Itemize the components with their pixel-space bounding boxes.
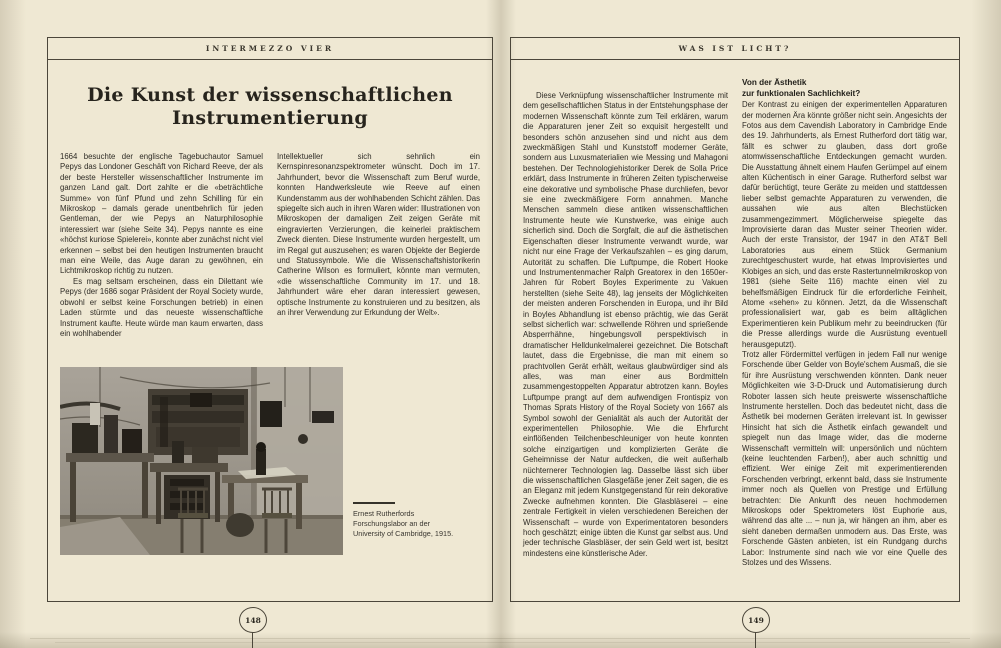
left-folio-stem bbox=[252, 632, 253, 648]
left-column-2 bbox=[277, 152, 480, 339]
left-running-band bbox=[48, 38, 492, 60]
left-page bbox=[47, 37, 493, 602]
left-page-number-badge bbox=[239, 607, 267, 633]
paragraph: Diese Verknüpfung wissenschaftlicher Instrumente mit dem gesellschaftlichen Status in der Entstehungsphase der modernen Wissenschaft könnte zum Teil erklären, warum die Apparaturen jener Zeit so exquisit hergestellt und besonders schön anzusehen sind und nicht aus dem zweckmäßigen Stahl und Kunststoff moderner Geräte, sondern aus Luxusmaterialien wie Messing und Mahagoni bestehen. Der Technologiehistoriker Derek de Solla Price erklärt, dass Instrumente in früheren Zeiten typischerweise eine dekorative und symbolische Phase durchliefen, bevor sie eine zweckmäßigere Form annahmen. Manche Menschen sammeln diese antiken wissenschaftlichen Instrumente heute wie Kunstwerke, was einige auch sicherlich sind. Doch die Sorgfalt, die auf die ästhetischen Eigenschaften dieser Instrumente verwandt wurde, war nicht nur eine Frage der Verkaufszahlen – es ging darum, Autorität zu schaffen. Die Luftpumpe, die Robert Hooke und Instrumentenmacher Ralph Greatorex in den 1650er-Jahren für Robert Boyles Experimente zu Vakuen herstellten (siehe Seite 48), lag jenseits der Möglichkeiten der meisten anderen Forschenden in Europa, und ihr Bild in Boyles Abhandlung ist ebenso prächtig, wie das Gerät selbst sicherlich war: schwellende Röhren und sprießende Absperrhähne, hingebungsvoll perspektivisch in dramatischer Helldunkelmalerei gezeichnet. Die Botschaft lautet, dass die Ergebnisse, die man mit einem so prachtvollen Gerät erhält, weitaus glaubwürdiger sind als alles, was man einer aus Bordmitteln zusammengestoppelten Apparatur abtrotzen kann. Boyles Luftpumpe prangt auf dem aufwendigen Frontispiz von Thomas Sprats History of the Royal Society von 1667 als Symbol sowohl der Genialität als auch der Autorität der experimentellen Philosophie. Wie die Ehrfurcht einflößenden Teilchenbeschleuniger von heute konnten solche einzigartigen und komplizierten Geräte die Geheimnisse der Natur aufdecken, die weit außerhalb nüchternerer Technologien lag. Dasselbe lässt sich über die wissenschaftlichen Glasgefäße jener Zeit sagen, die es an Eleganz mit jedem Kunstgegenstand für rein dekorative Zwecke aufnehmen konnten. Die Glasbläserei – eine zentrale Fertigkeit in vielen verschiedenen Bereichen der Wissenschaft – wurde von Experimentatoren besonders hoch geschätzt; einige übten die Kunst gar selbst aus. Und jeder technische Glasbläser, der sein Geld wert ist, besitzt mindestens eine künstlerische Ader. bbox=[523, 91, 729, 558]
right-column-1 bbox=[523, 78, 728, 568]
left-running-head: INTERMEZZO VIER bbox=[205, 44, 335, 53]
right-running-head: WAS IST LICHT? bbox=[678, 44, 792, 53]
photo-caption-block bbox=[353, 502, 461, 539]
right-folio-stem bbox=[755, 632, 756, 648]
book-right-edge-shadow bbox=[971, 0, 1001, 648]
section-heading-line1: Von der Ästhetik bbox=[742, 78, 807, 87]
section-heading bbox=[742, 78, 947, 99]
book-bottom-edge-shadow bbox=[0, 632, 1001, 648]
chapter-title bbox=[60, 84, 480, 130]
right-running-band bbox=[511, 38, 959, 60]
lab-photo-illustration bbox=[60, 367, 343, 555]
paragraph: Der Kontrast zu einigen der experimentellen Apparaturen der modernen Ära könnte größer nicht sein. Angesichts der Fotos aus dem Cavendish Laboratory in Cambridge Ende des 19. Jahrhunderts, als Ernest Rutherford dort tätig war, fällt es schwer zu glauben, dass dort große atomwissenschaftliche Entdeckungen gemacht wurden. Die Ausstattung ähnelt einem Haufen Gerümpel auf einem alten Küchentisch in einer Garage. Rutherford selbst war dafür berüchtigt, teure Geräte zu meiden und stattdessen lieber selbst gemachte Apparaturen zu verwenden, die aussahen wie aus alten Blechstücken zusammengezimmert. Möglicherweise spiegelte das Improvisierte daran das Muster seiner Theorien wider. Auch der erste Transistor, der 1947 in den AT&T Bell Laboratories aus einem Stück Germanium zurechtgeschustert wurde, hat etwas Improvisiertes und Klobiges an sich, und das erste Rastertunnelmikroskop von 1981 (siehe Seite 116) machte einen viel zu behelfsmäßigen Eindruck für die erforderliche Feinheit, Atome «sehen» zu können. Jetzt, da die Wissenschaft professionalisiert war, gab es beim alltäglichen Experimentieren kein Publikum mehr zu beeindrucken (für die Presse allerdings wurde die Ausrüstung eventuell herausgeputzt). bbox=[742, 100, 947, 349]
page-stack-line bbox=[55, 642, 950, 643]
photo-row bbox=[60, 367, 480, 555]
left-column-1 bbox=[60, 152, 263, 339]
left-page-number: 148 bbox=[245, 615, 261, 625]
paragraph: Intellektueller sich sehnlich ein Kernspinresonanzspektrometer wünscht. Doch im 17. Jahrhundert, bevor die Wissenschaft zum Beruf wurde, konnten Handwerksleute wie Reeve auf einen Kundenstamm aus der wohlhabenden Schicht zählen. Das spiegelte sich auch in ihren Waren wider: Illustrationen von Mikroskopen der damaligen Zeit zeigen Geräte mit eingravierten Verzierungen, die keinerlei praktischem Zweck dienten. Diese Instrumente wurden hergestellt, um im Regal gut auszusehen; es waren Objekte der Begierde und Statussymbole. Wie die Wissenschaftshistorikerin Catherine Wilson es formuliert, könnte man vermuten, «die wissenschaftliche Community im 17. und 18. Jahrhundert wäre eher daran interessiert gewesen, optische Instrumente zu konstruieren und zu besitzen, als an ihrer Verwendung zur Erkundung der Welt». bbox=[277, 152, 480, 318]
left-columns bbox=[60, 152, 480, 339]
caption-rule bbox=[353, 502, 395, 504]
left-page-content bbox=[48, 60, 492, 555]
paragraph: Es mag seltsam erscheinen, dass ein Dilettant wie Pepys (der 1686 sogar Präsident der Royal Society wurde, obwohl er selbst keine Forschungen betrieb) in einen Laden stürmte und das neueste wissenschaftliche Instrument kaufte. Heute würde man kaum erwarten, dass ein wohlhabender bbox=[60, 276, 263, 338]
paragraph: 1664 besuchte der englische Tagebuchautor Samuel Pepys das Londoner Geschäft von Richard Reeve, der als der beste Hersteller wissenschaftlicher Instrumente im ganzen Land galt. Dort zahlte er die «beträchtliche Summe» von fünf Pfund und zehn Schilling für ein Mikroskop – damals gerade unentbehrlich für jeden Gentleman, der wie Pepys an Naturphilosophie interessiert war (siehe Seite 34). Pepys nannte es eine «höchst kuriose Spielerei», konnte aber zunächst nicht viel erkennen – selbst bei den heutigen Instrumenten braucht man eine Weile, das Auge daran zu gewöhnen, ein Lichtmikroskop richtig zu nutzen. bbox=[60, 152, 263, 276]
right-columns bbox=[523, 78, 947, 568]
page-stack-line bbox=[30, 638, 970, 639]
photo-caption: Ernest Rutherfords Forschungslabor an der University of Cambridge, 1915. bbox=[353, 509, 454, 539]
paragraph: Trotz aller Fördermittel verfügen in jedem Fall nur wenige Forschende über Gelder von Boyle'schem Ausmaß, die sie für ihre Ausrüstung verschwenden könnten. Dank neuer Möglichkeiten wie 3-D-Druck und Automatisierung durch Roboter lassen sich heute preiswerte wissenschaftliche Instrumente herstellen. Doch das bedeutet nicht, dass die Ästhetik bei modernen Geräten irrelevant ist. In gewisser Hinsicht hat sich die Ästhetik einfach gewandelt und spiegelt nun das Image wider, das die moderne Wissenschaft vermitteln will: unpersönlich und nüchtern (keine leuchtenden Farben!), aber auch schnittig und effizient. Wer einige Zeit mit experimentierenden Forschenden verbringt, erkennt bald, dass sie Instrumente immer noch als Quellen von Prestige und Erfüllung betrachten: Die Ankunft des neuen hochmodernen Mikroskops oder Spektrometers löst Euphorie aus, während das alte ... – nun ja, wir hängen an ihm, aber es sieht daneben dermaßen unmodern aus. Das Erste, was Forschende Gästen anbieten, ist ein Rundgang durchs Labor: Instrumente sind nach wie vor eine Quelle des Stolzes und des Wissens. bbox=[742, 349, 947, 568]
book-left-edge-shadow bbox=[0, 0, 26, 648]
right-page-number: 149 bbox=[748, 615, 764, 625]
right-column-2 bbox=[742, 78, 947, 568]
chapter-title-line1: Die Kunst der wissenschaftlichen bbox=[87, 84, 453, 106]
section-heading-line2: zur funktionalen Sachlichkeit? bbox=[742, 88, 861, 98]
chapter-title-line2: Instrumentierung bbox=[172, 107, 368, 129]
right-page-content bbox=[511, 60, 959, 568]
lab-photo bbox=[60, 367, 343, 555]
right-page bbox=[510, 37, 960, 602]
right-page-number-badge bbox=[742, 607, 770, 633]
